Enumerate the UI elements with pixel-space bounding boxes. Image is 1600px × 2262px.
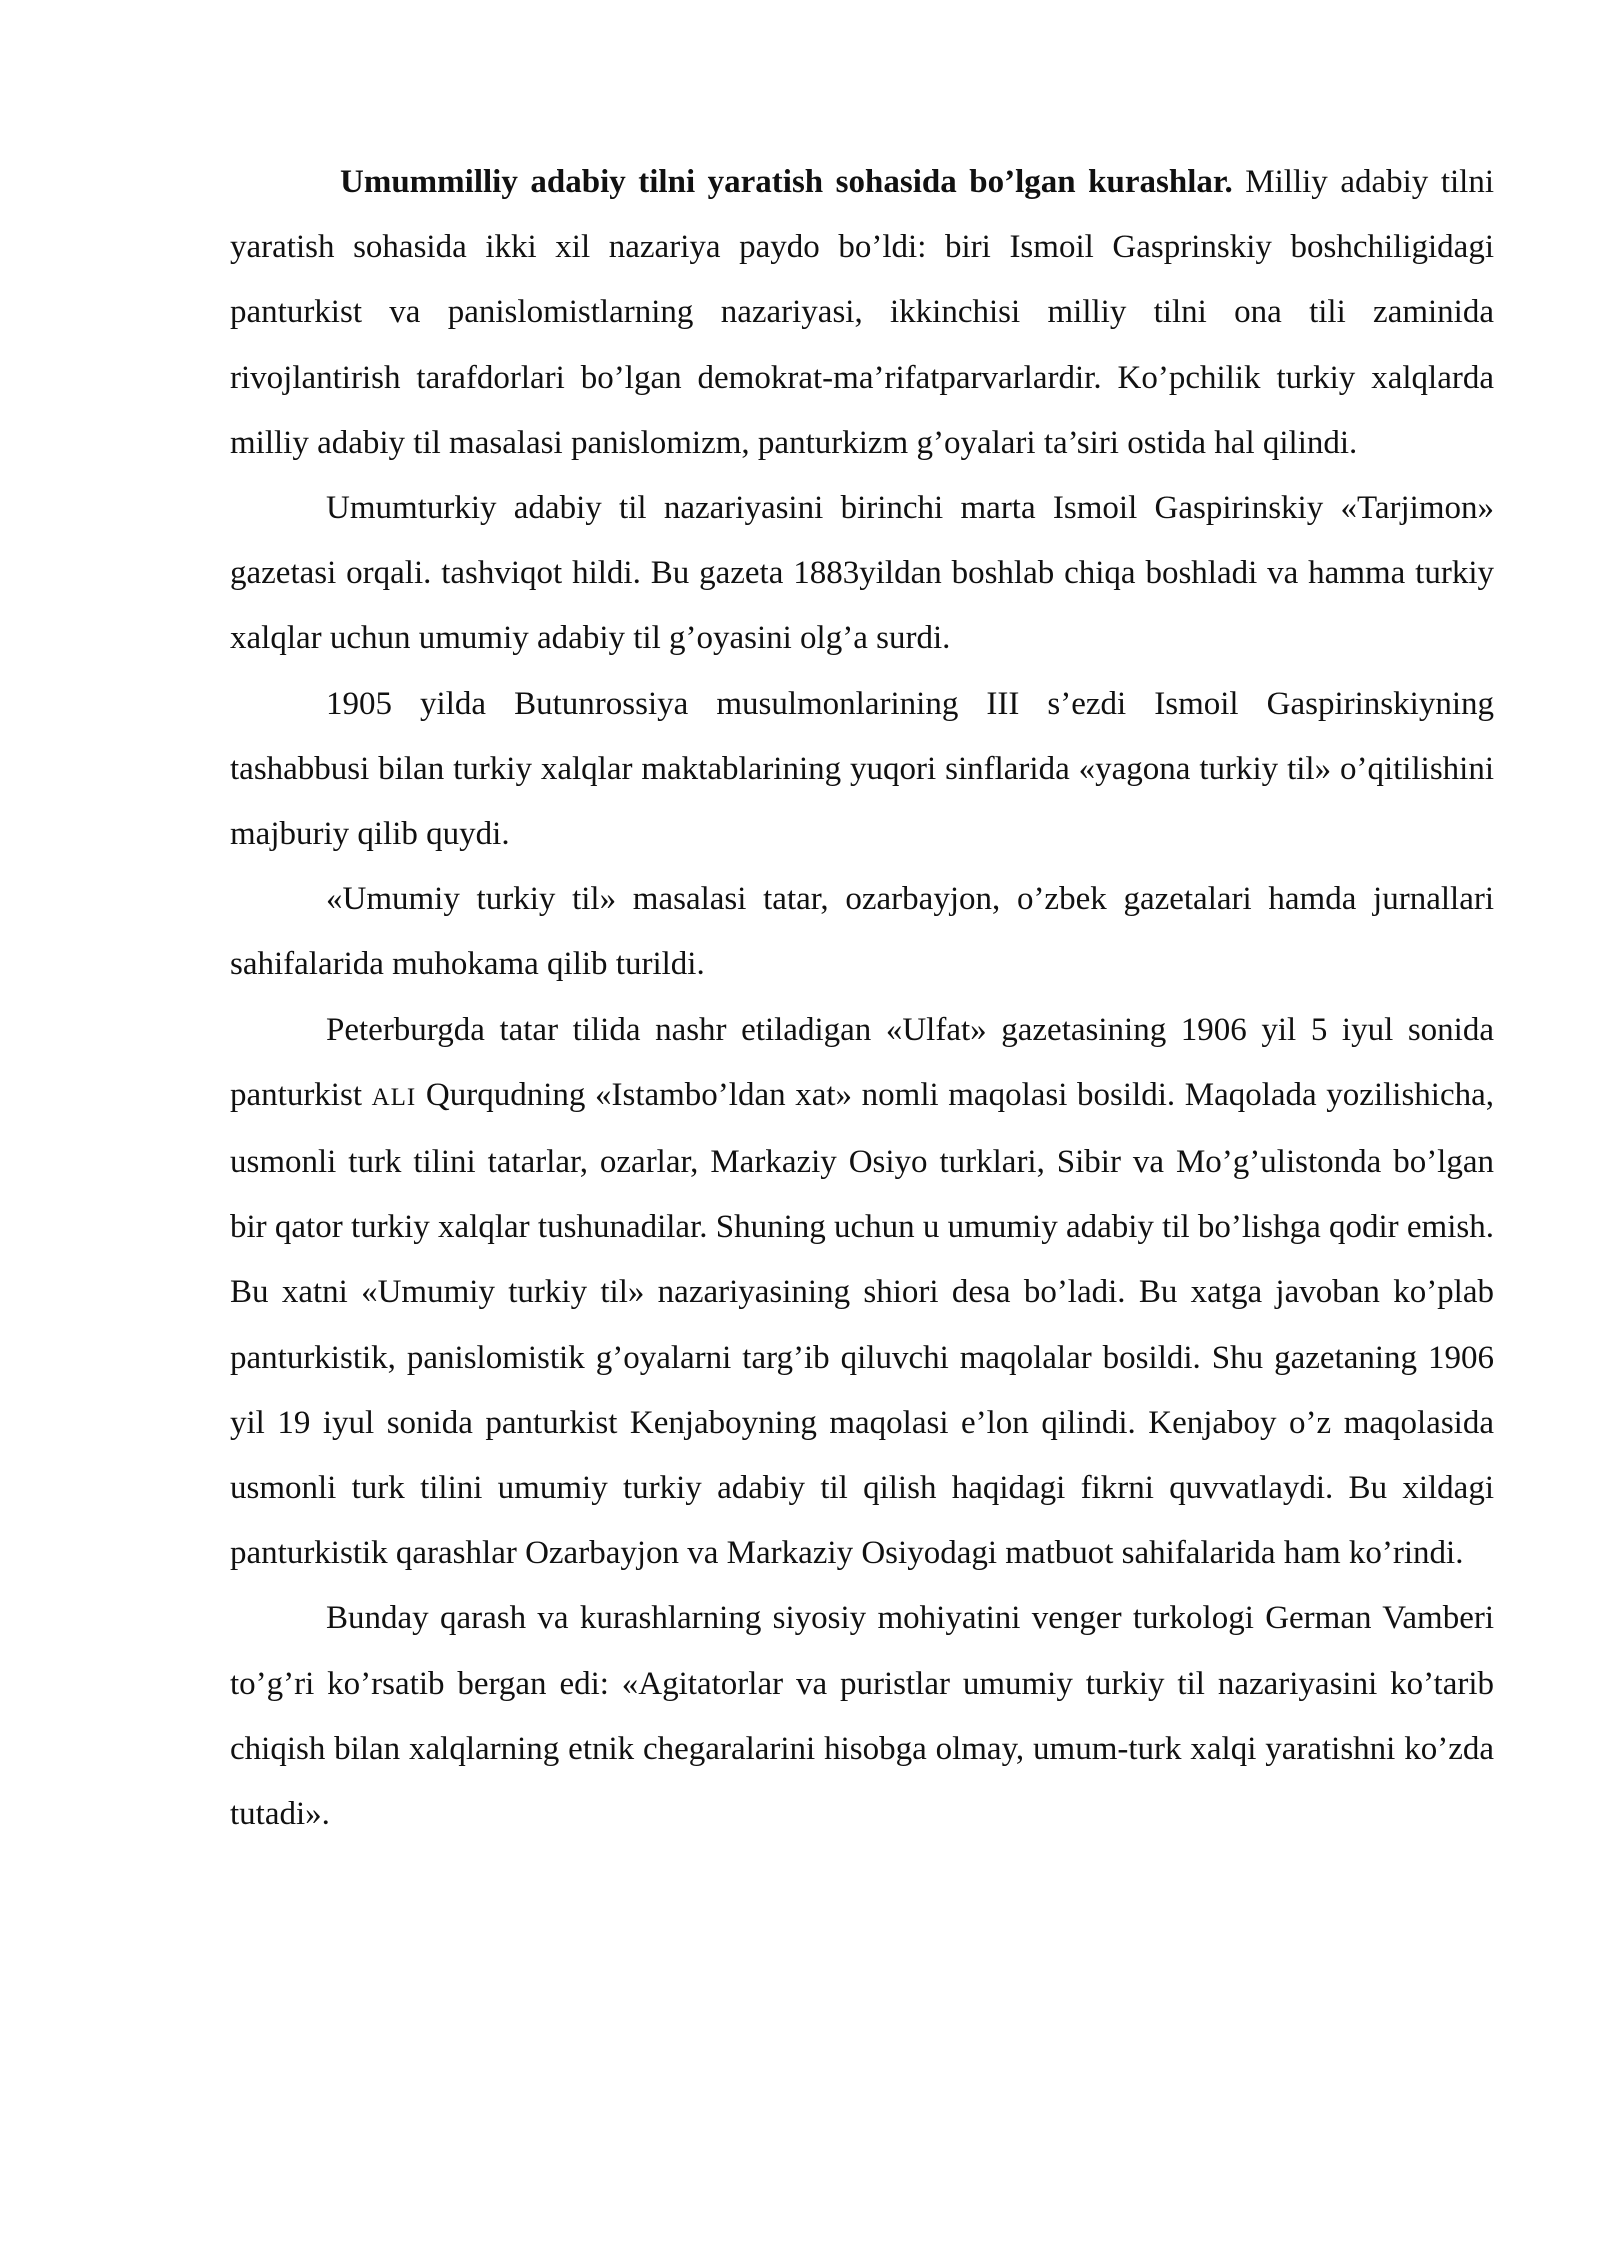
paragraph-1905 (230, 672, 1494, 868)
paragraph-text: Milliy adabiy tilni yaratish sohasida ikki xil nazariya paydo bo’ldi: biri Ismoil Gasprinskiy boshchiligidagi panturkist va panislomistlarning nazariyasi, ikkinchisi milliy tilni ona tili zaminida rivojlantirish tarafdorlari bo’lgan demokrat-ma’rifatparvarlardir. Ko’pchilik turkiy xalqlarda milliy adabiy til masalasi panislomizm, panturkizm g’oyalari ta’siri ostida hal qilindi. (230, 164, 1494, 461)
paragraph-text: «Umumiy turkiy til» masalasi tatar, ozarbayjon, o’zbek gazetalari hamda jurnallari sahifalarida muhokama qilib turildi. (230, 881, 1494, 983)
paragraph-text: Qurqudning «Istambo’ldan xat» nomli maqolasi bosildi. Maqolada yozilishicha, usmonli turk tilini tatarlar, ozarlar, Markaziy Osiyo turklari, Sibir va Mo’g’ulistonda bo’lgan bir qator turkiy xalqlar tushunadilar. Shuning uchun u umumiy adabiy til bo’lishga qodir emish. Bu xatni «Umumiy turkiy til» nazariyasining shiori desa bo’ladi. Bu xatga javoban ko’plab panturkistik, panislomistik g’oyalarni targ’ib qiluvchi maqolalar bosildi. Shu gazetaning 1906 yil 19 iyul sonida panturkist Kenjaboyning maqolasi e’lon qilindi. Kenjaboy o’z maqolasida usmonli turk tilini umumiy turkiy adabiy til qilish haqidagi fikrni quvvatlaydi. Bu xildagi panturkistik qarashlar Ozarbayjon va Markaziy Osiyodagi matbuot sahifalarida ham ko’rindi. (230, 1076, 1495, 1572)
paragraph-vamberi (230, 1586, 1494, 1847)
author-name-small-caps: ALI (371, 1083, 417, 1111)
paragraph-intro (230, 150, 1494, 476)
paragraph-text: 1905 yilda Butunrossiya musulmonlarining III s’ezdi Ismoil Gaspirinskiyning tashabbusi bilan turkiy xalqlar maktablarining yuqori sinflarida «yagona turkiy til» o’qitilishini majburiy qilib quydi. (230, 685, 1494, 853)
paragraph-text: Bunday qarash va kurashlarning siyosiy mohiyatini venger turkologi German Vamberi to’g’ri ko’rsatib bergan edi: «Agitatorlar va puristlar umumiy turkiy til nazariyasini ko’tarib chiqish bilan xalqlarning etnik chegaralarini hisobga olmay, umum-turk xalqi yaratishni ko’zda tutadi». (230, 1600, 1494, 1833)
paragraph-text: Umumturkiy adabiy til nazariyasini birinchi marta Ismoil Gaspirinskiy «Tarjimon» gazetasi orqali. tashviqot hildi. Bu gazeta 1883yildan boshlab chiqa boshladi va hamma turkiy xalqlar uchun umumiy adabiy til g’oyasini olg’a surdi. (230, 490, 1494, 657)
paragraph-umumiy-turkiy-til (230, 867, 1494, 997)
paragraph-peterburg (230, 998, 1494, 1587)
document-page (230, 150, 1494, 1847)
paragraph-text: Peterburgda tatar tilida nashr etiladigan «Ulfat» gazetasining 1906 yil 5 iyul sonida panturkist (230, 1011, 1494, 1113)
section-heading: Umummilliy adabiy tilni yaratish sohasida bo’lgan kurashlar. (340, 164, 1233, 200)
paragraph-umumturkiy (230, 476, 1494, 672)
